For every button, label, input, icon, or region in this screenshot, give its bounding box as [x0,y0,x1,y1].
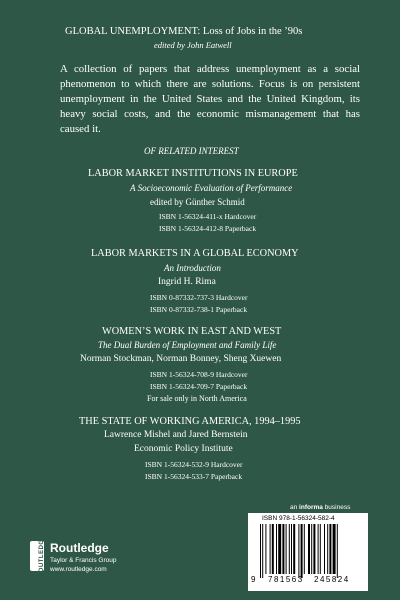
publisher-group: Taylor & Francis Group [50,557,117,564]
barcode-bar [327,524,328,574]
related-book-1-isbn-hardcover: ISBN 1-56324-411-x Hardcover [159,212,257,221]
barcode-bar [260,524,261,578]
related-book-2-isbn-hardcover: ISBN 0-87332-737-3 Hardcover [150,293,248,302]
barcode-bar [318,524,319,574]
barcode-digits-left: 781563 [268,575,304,584]
related-book-2-isbn-paperback: ISBN 0-87332-738-1 Paperback [150,305,248,314]
barcode-bar [333,524,336,574]
book-description: A collection of papers that address unemployment as a social phenomenon to which there are solutions. Focus is on persistent unemployment in the United States and the United Kingdom, its heavy social costs, and the economic mismanagement that has caused it. [60,63,360,135]
barcode-bar [270,524,271,574]
barcode-bar [282,524,284,574]
related-book-2-title: LABOR MARKETS IN A GLOBAL ECONOMY [91,248,299,259]
related-book-3-title: WOMEN’S WORK IN EAST AND WEST [102,326,282,337]
related-book-3-subtitle: The Dual Burden of Employment and Family Life [98,340,277,350]
informa-suffix: business [322,504,351,511]
informa-word: informa [299,504,323,511]
related-heading: OF RELATED INTEREST [144,146,239,156]
related-book-4-author-affiliation: Economic Policy Institute [134,444,233,454]
isbn-barcode [248,513,368,591]
barcode-bar [265,524,266,574]
barcode-bars [258,524,362,578]
related-book-4-isbn-paperback: ISBN 1-56324-533-7 Paperback [145,472,243,481]
barcode-bar [291,524,292,574]
related-book-2-author: Ingrid H. Rima [158,277,216,287]
barcode-bar [311,524,312,574]
routledge-logo-text: ROUTLEDGE [39,534,46,578]
informa-business-tagline [290,504,350,511]
barcode-digits-right: 245824 [314,575,350,584]
barcode-bar [313,524,315,574]
related-book-3-note: For sale only in North America [147,394,247,403]
related-book-4-isbn-hardcover: ISBN 1-56324-532-9 Hardcover [145,460,243,469]
related-book-3-author: Norman Stockman, Norman Bonney, Sheng Xuewen [80,354,282,364]
barcode-digit-first: 9 [251,575,256,584]
barcode-bar [298,524,299,578]
barcode-bar [272,524,274,574]
related-book-2-subtitle: An Introduction [164,263,221,273]
informa-prefix: an [290,504,300,511]
barcode-bar [329,524,331,574]
related-book-1-title: LABOR MARKET INSTITUTIONS IN EUROPE [88,168,298,179]
related-book-3-isbn-hardcover: ISBN 1-56324-708-9 Hardcover [150,370,248,379]
barcode-bar [320,524,321,574]
barcode-bar [286,524,287,574]
publisher-name: Routledge [50,541,109,555]
related-book-4-author: Lawrence Mishel and Jared Bernstein [104,430,248,440]
publisher-url: www.routledge.com [50,566,107,573]
related-book-1-isbn-paperback: ISBN 1-56324-412-8 Paperback [159,224,257,233]
barcode-bar [289,524,290,574]
related-book-3-isbn-paperback: ISBN 1-56324-709-7 Paperback [150,382,248,391]
barcode-bar [278,524,281,574]
related-book-4-title: THE STATE OF WORKING AMERICA, 1994–1995 [79,416,301,427]
book-editor: edited by John Eatwell [154,40,232,50]
barcode-bar [301,524,303,578]
barcode-bar [324,524,325,574]
barcode-bar [262,524,263,578]
related-book-1-author: edited by Günther Schmid [150,197,245,207]
barcode-bar [308,524,310,574]
barcode-bar [337,524,338,578]
barcode-isbn-label: ISBN 978-1-56324-582-4 [262,515,335,522]
barcode-bar [293,524,295,574]
related-book-1-subtitle: A Socioeconomic Evaluation of Performance [130,183,293,193]
barcode-bar [276,524,277,574]
routledge-logo-icon [30,534,46,578]
book-title: GLOBAL UNEMPLOYMENT: Loss of Jobs in the ’90s [65,26,303,37]
barcode-bar [304,524,305,574]
